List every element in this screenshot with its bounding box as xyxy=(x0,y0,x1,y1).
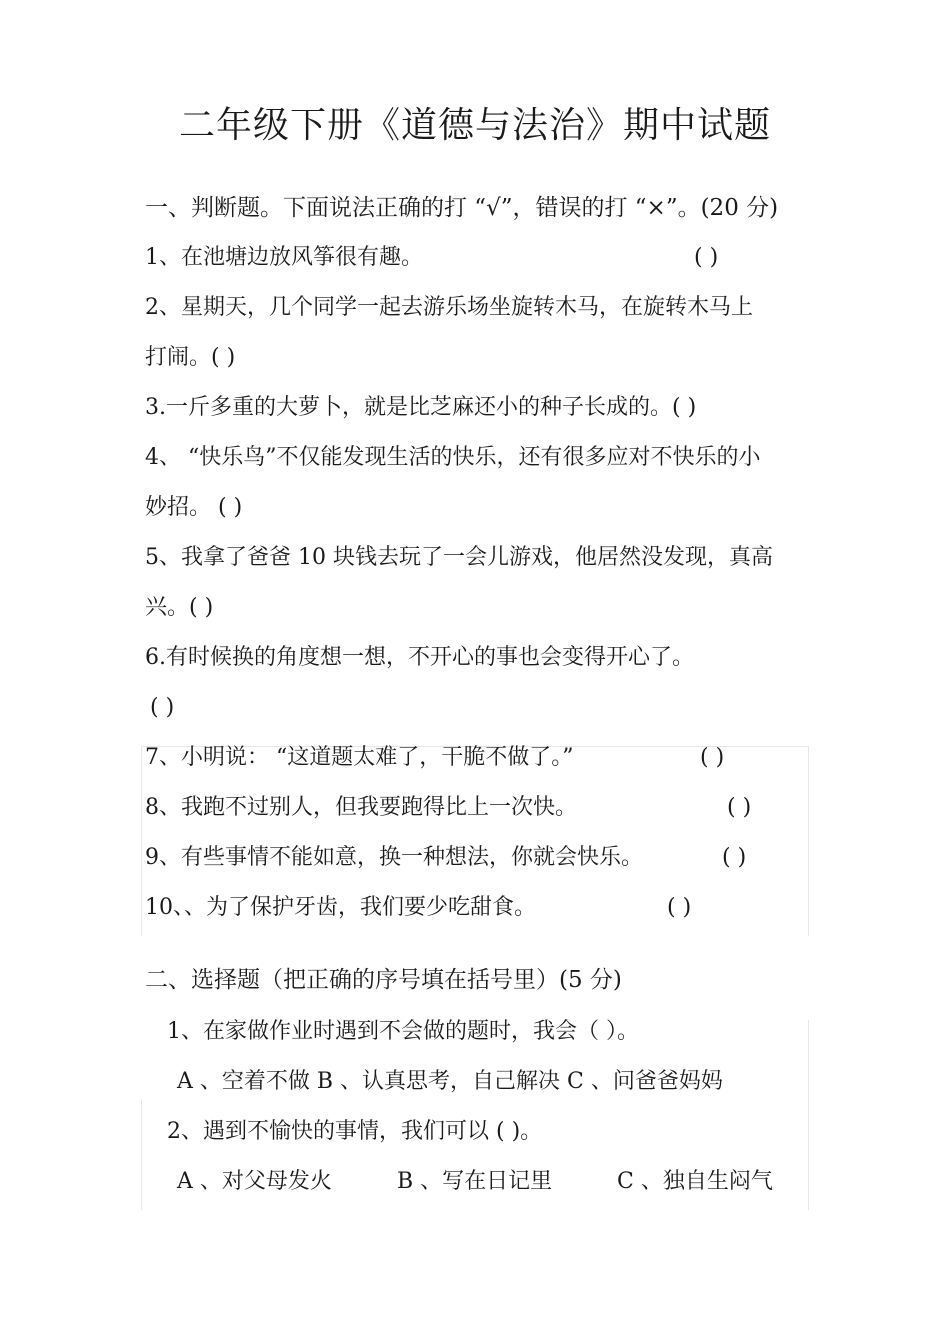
question-1: 1、在池塘边放风筝很有趣。 xyxy=(145,245,423,270)
question-9: 9、有些事情不能如意，换一种想法，你就会快乐。 xyxy=(145,845,643,870)
choice-question-2-option-c: C 、独自生闷气 xyxy=(617,1169,773,1194)
question-2-line1: 2、星期天，几个同学一起去游乐场坐旋转木马，在旋转木马上 xyxy=(145,295,753,320)
page-title: 二年级下册《道德与法治》期中试题 xyxy=(178,105,771,146)
question-6-line1: 6.有时候换的角度想一想，不开心的事也会变得开心了。 xyxy=(145,645,694,670)
question-5-line1: 5、我拿了爸爸 10 块钱去玩了一会儿游戏，他居然没发现，真高 xyxy=(145,545,773,570)
question-2-line2: 打闹。( ) xyxy=(145,345,236,370)
answer-paren-9: ( ) xyxy=(722,845,747,870)
choice-question-1-options: A 、空着不做 B 、认真思考，自己解决 C 、问爸爸妈妈 xyxy=(177,1069,723,1094)
answer-paren-7: ( ) xyxy=(700,745,725,770)
answer-paren-8: ( ) xyxy=(727,795,752,820)
choice-question-2-option-a: A 、对父母发火 xyxy=(177,1169,332,1194)
choice-question-1: 1、在家做作业时遇到不会做的题时，我会（ ）。 xyxy=(167,1019,639,1044)
question-6-line2: ( ) xyxy=(150,695,175,720)
frame-right-line xyxy=(808,746,809,936)
frame-left-line xyxy=(141,746,142,936)
section2-heading: 二、选择题（把正确的序号填在括号里）(5 分) xyxy=(145,967,622,993)
answer-paren-10: ( ) xyxy=(667,895,692,920)
question-5-line2: 兴。( ) xyxy=(145,595,214,620)
question-8: 8、我跑不过别人，但我要跑得比上一次快。 xyxy=(145,795,577,820)
frame2-left-line xyxy=(141,1100,142,1210)
frame2-right-line xyxy=(808,1020,809,1210)
choice-question-2-option-b: B 、写在日记里 xyxy=(397,1169,553,1194)
question-3: 3.一斤多重的大萝卜，就是比芝麻还小的种子长成的。( ) xyxy=(145,395,697,420)
choice-question-2: 2、遇到不愉快的事情，我们可以 ( )。 xyxy=(167,1119,543,1144)
question-4-line1: 4、 “快乐鸟”不仅能发现生活的快乐，还有很多应对不快乐的小 xyxy=(145,445,761,470)
question-4-line2: 妙招。 ( ) xyxy=(145,495,243,520)
question-7: 7、小明说： “这道题太难了，干脆不做了。” xyxy=(145,745,574,770)
question-10: 10、、为了保护牙齿，我们要少吃甜食。 xyxy=(145,895,536,920)
section1-heading: 一、判断题。下面说法正确的打 “√”，错误的打 “×”。(20 分) xyxy=(145,195,779,221)
answer-paren-1: ( ) xyxy=(694,245,719,270)
